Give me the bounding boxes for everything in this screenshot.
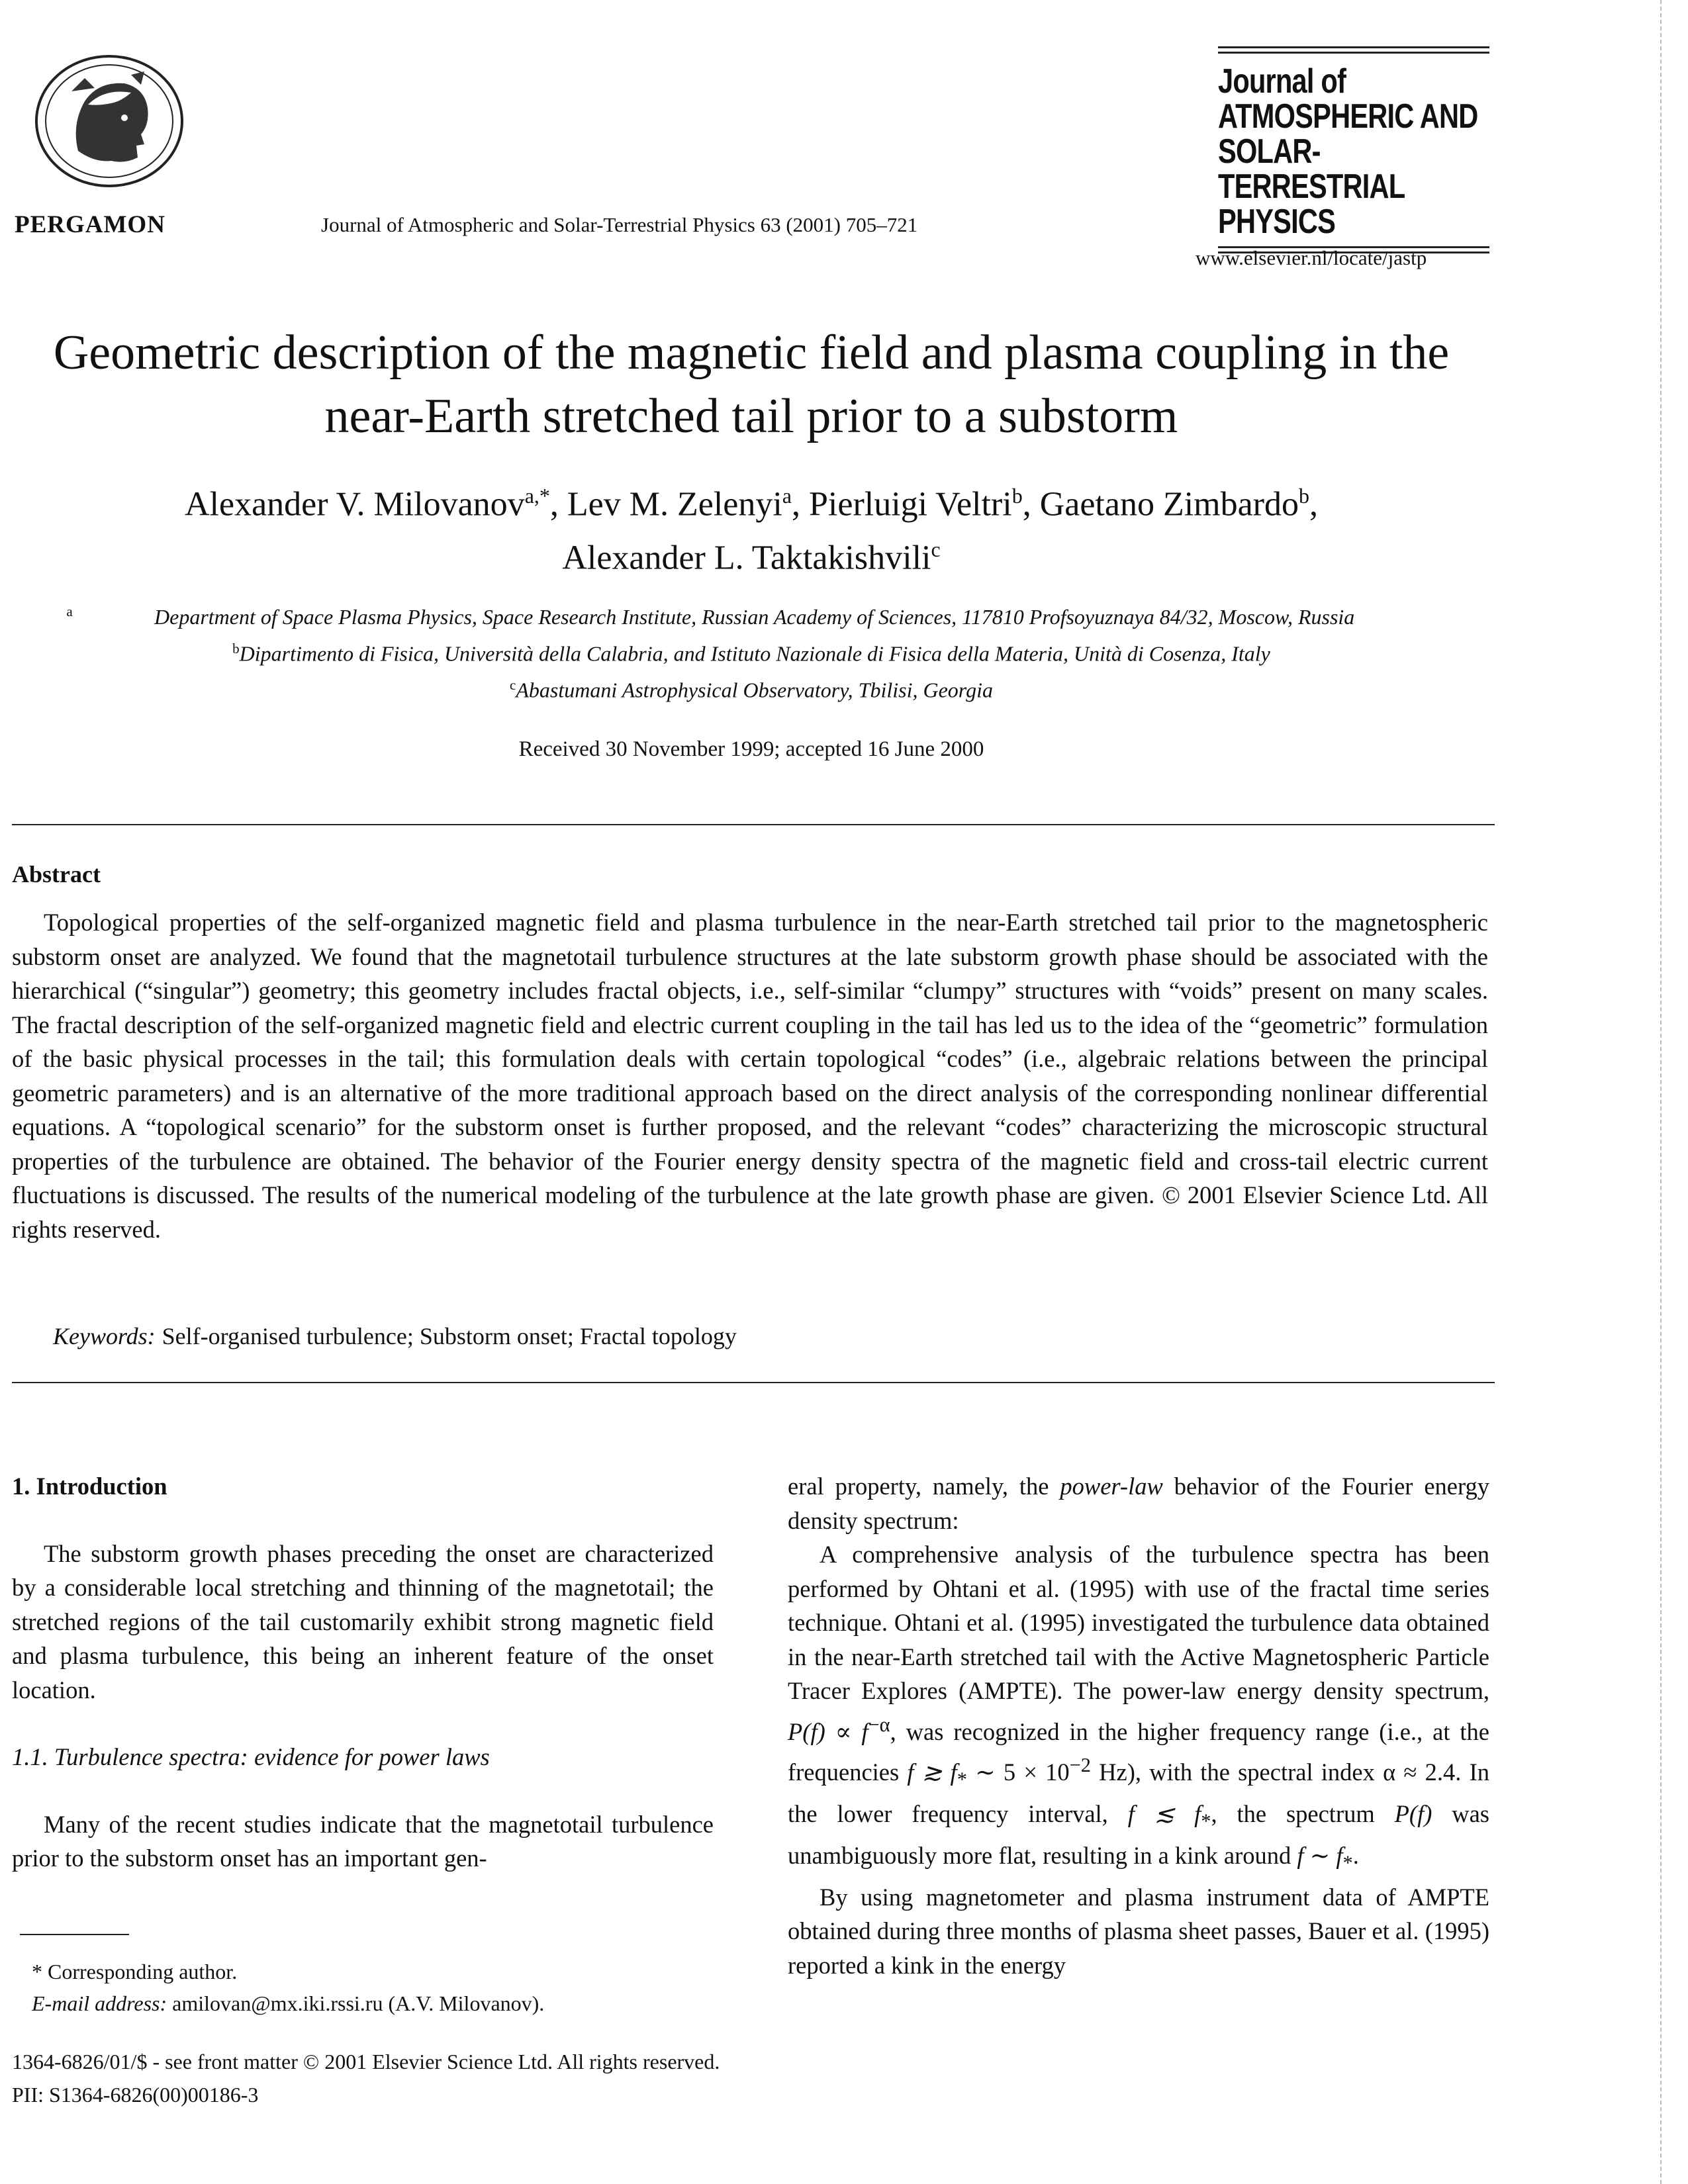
author-sep: , — [792, 485, 809, 523]
affiliations — [0, 596, 1503, 706]
journal-box-line: PHYSICS — [1218, 203, 1336, 241]
affiliation-text: Dipartimento di Fisica, Università della Calabria, and Istituto Nazionale di Fisica della Materia, Unità di Cosenza, Italy — [239, 641, 1270, 666]
affiliation-b — [0, 633, 1503, 670]
math: P(f) ∝ f — [788, 1717, 868, 1745]
scan-edge — [1660, 0, 1664, 2184]
affiliation-sup: b — [232, 640, 240, 657]
math-sub: * — [1201, 1809, 1211, 1833]
keywords-text: Self-organised turbulence; Substorm onset; Fractal topology — [162, 1323, 737, 1349]
author-name: Pierluigi Veltri — [809, 485, 1012, 523]
paragraph: Many of the recent studies indicate that the magnetotail turbulence prior to the substorm onset has an important gen- — [12, 1810, 714, 1872]
paragraph — [788, 1469, 1489, 1537]
footnote-rule — [20, 1934, 129, 1935]
paper-title: Geometric description of the magnetic field and plasma coupling in the near-Earth stretched tail prior to a substorm — [53, 326, 1450, 443]
pergamon-logo — [32, 52, 187, 191]
author-sup: a,* — [524, 484, 550, 508]
math: P(f) — [1394, 1800, 1432, 1828]
journal-title-box — [1218, 46, 1489, 253]
author-sep: , — [1022, 485, 1040, 523]
text-run: A comprehensive analysis of the turbulence spectra has been performed by Ohtani et al. (1995) with use of the fractal time series technique. Ohtani et al. (1995) investigated the turbulence data obtained in the near-Earth stretched tail with the Active Magnetospheric Particle Tracer Explores (AMPTE). The power-law energy density spectrum, — [788, 1541, 1489, 1704]
abstract-text: Topological properties of the self-organized magnetic field and plasma turbulence in the near-Earth stretched tail prior to the magnetospheric substorm onset are analyzed. We found that the magnetotail turbulence structures at the late substorm growth phase should be associated with the hierarchical (“singular”) geometry; this geometry includes fractal objects, i.e., self-similar “clumpy” structures with “voids” present on many scales. The fractal description of the self-organized magnetic field and electric current coupling in the tail has led us to the idea of the “geometric” formulation of the basic physical processes in the tail; this formulation deals with certain topological “codes” (i.e., algebraic relations between the principal geometric parameters) and is an alternative of the more traditional approach based on the direct analysis of the corresponding nonlinear differential equations. A “topological scenario” for the substorm onset is further proposed, and the relevant “codes” characterizing the microscopic structural properties of the turbulence are obtained. The behavior of the Fourier energy density spectra of the magnetic field and cross-tail electric current fluctuations is discussed. The results of the numerical modeling of the turbulence at the late growth phase are given. © 2001 Elsevier Science Ltd. All rights reserved. — [12, 909, 1488, 1243]
journal-box-top-rule — [1218, 46, 1489, 54]
paragraph: The substorm growth phases preceding the onset are characterized by a considerable local stretching and thinning of the magnetotail; the stretched regions of the tail customarily exhibit strong magnetic field and plasma turbulence, this being an inherent feature of the onset location. — [12, 1539, 714, 1704]
author-list — [0, 473, 1503, 581]
author-name: Alexander V. Milovanov — [185, 485, 525, 523]
journal-box-line: SOLAR-TERRESTRIAL — [1218, 132, 1405, 206]
email-address[interactable]: amilovan@mx.iki.rssi.ru (A.V. Milovanov). — [172, 1991, 545, 2015]
issn-line: 1364-6826/01/$ - see front matter © 2001 Elsevier Science Ltd. All rights reserved. — [12, 2050, 720, 2073]
email-label: E-mail address: — [32, 1991, 167, 2015]
left-column — [12, 1469, 714, 1876]
text-run: eral property, namely, the — [788, 1473, 1060, 1500]
divider — [12, 824, 1495, 825]
author-sup: a — [782, 484, 792, 508]
keywords-label: Keywords: — [53, 1323, 156, 1349]
divider — [12, 1382, 1495, 1383]
affiliation-c — [0, 669, 1503, 706]
right-column — [788, 1469, 1489, 1982]
text-run: Hz), with the spectral index α ≈ 2.4. In the lower frequency interval, — [788, 1758, 1489, 1828]
front-matter — [12, 2045, 720, 2111]
math-sub: * — [1342, 1851, 1353, 1874]
affiliation-sup: c — [510, 677, 516, 694]
emphasis: power-law — [1060, 1473, 1163, 1500]
email-line — [32, 1987, 544, 2019]
math: f ≳ f — [907, 1758, 957, 1786]
author-name: Lev M. Zelenyi — [567, 485, 782, 523]
journal-box-line: ATMOSPHERIC AND — [1218, 97, 1478, 136]
author-sep: , — [1309, 485, 1318, 523]
affiliation-text: Department of Space Plasma Physics, Space Research Institute, Russian Academy of Sciences, 117810 Profsoyuznaya 84/32, Moscow, Russia — [154, 604, 1355, 629]
paragraph: By using magnetometer and plasma instrument data of AMPTE obtained during three months of plasma sheet passes, Bauer et al. (1995) reported a kink in the energy — [788, 1883, 1489, 1979]
math-sub: * — [957, 1768, 967, 1791]
author-name: Gaetano Zimbardo — [1039, 485, 1299, 523]
affiliation-text: Abastumani Astrophysical Observatory, Tbilisi, Georgia — [516, 678, 993, 702]
text-run: behavior of the Fourier energy density spectrum: — [788, 1473, 1489, 1534]
pii-line: PII: S1364-6826(00)00186-3 — [12, 2083, 259, 2107]
author-sup: c — [931, 537, 941, 562]
section-heading: 1. Introduction — [12, 1473, 167, 1500]
author-sep: , — [549, 485, 567, 523]
keywords — [53, 1322, 737, 1350]
author-sup: b — [1011, 484, 1023, 508]
subsection-heading: 1.1. Turbulence spectra: evidence for power laws — [12, 1743, 490, 1770]
math: f ∼ f — [1297, 1841, 1343, 1869]
author-name: Alexander L. Taktakishvili — [562, 539, 931, 577]
affiliation-sup: a — [66, 604, 73, 619]
abstract-heading: Abstract — [12, 861, 101, 887]
math-sup: −α — [868, 1713, 890, 1736]
text-run: . — [1352, 1841, 1359, 1869]
text-run: ∼ 5 × 10 — [966, 1758, 1070, 1786]
text-run: , the spectrum — [1211, 1800, 1395, 1828]
math: f ≲ f — [1127, 1800, 1201, 1828]
received-dates: Received 30 November 1999; accepted 16 June 2000 — [518, 737, 984, 761]
publisher-name: PERGAMON — [15, 211, 165, 238]
affiliation-a — [0, 596, 1503, 633]
corresponding-author-note: * Corresponding author. — [32, 1960, 238, 1983]
author-sup: b — [1299, 484, 1309, 508]
journal-box-line: Journal of — [1218, 62, 1346, 101]
journal-box-title — [1218, 64, 1493, 240]
paragraph — [788, 1537, 1489, 1880]
text-run: was unambiguously more flat, resulting in a kink around — [788, 1800, 1490, 1869]
journal-url[interactable]: www.elsevier.nl/locate/jastp — [1196, 246, 1427, 269]
footnote — [32, 1956, 544, 2019]
math-sup: −2 — [1069, 1754, 1091, 1777]
journal-citation: Journal of Atmospheric and Solar-Terrestrial Physics 63 (2001) 705–721 — [321, 213, 918, 236]
text-run: , was recognized in the higher frequency range (i.e., at the frequencies — [788, 1717, 1489, 1786]
